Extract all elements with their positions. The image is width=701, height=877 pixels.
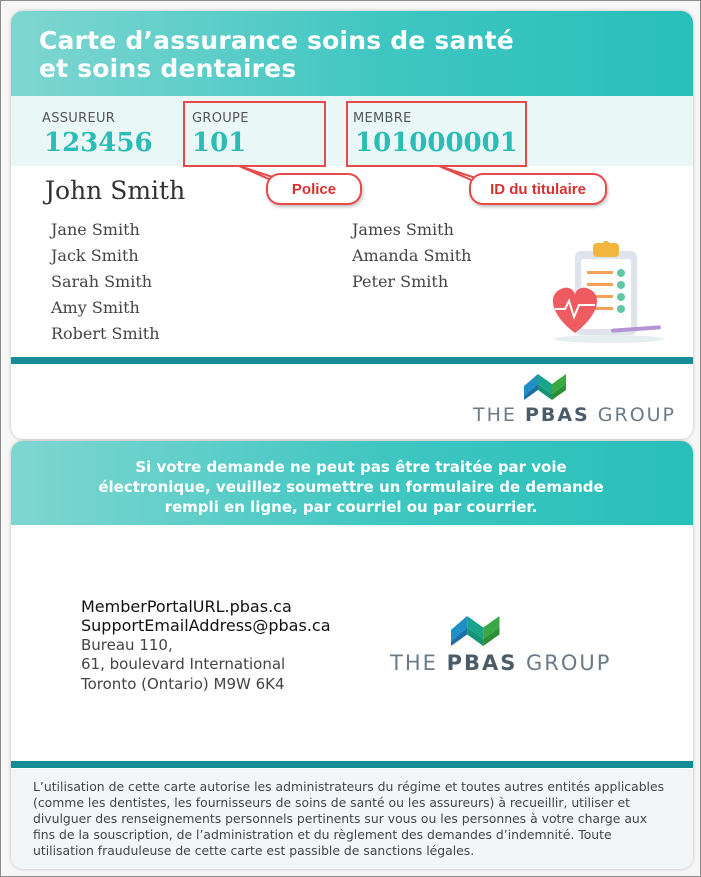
dependent-name: Amy Smith bbox=[51, 298, 140, 317]
dependent-name: Jack Smith bbox=[51, 246, 139, 265]
logo-text-suffix: GROUP bbox=[517, 651, 612, 675]
logo-text-prefix: THE bbox=[390, 651, 447, 675]
group-highlight-box bbox=[183, 101, 326, 167]
dependent-name: Peter Smith bbox=[352, 272, 449, 291]
logo-text-bold: PBAS bbox=[446, 651, 518, 675]
support-email[interactable]: SupportEmailAddress@pbas.ca bbox=[81, 616, 331, 635]
card-back bbox=[11, 441, 693, 869]
primary-member-name: John Smith bbox=[45, 176, 186, 205]
logo-text-prefix: THE bbox=[473, 404, 525, 426]
group-callout: Police bbox=[266, 173, 362, 205]
address-line1: Bureau 110, bbox=[81, 636, 173, 654]
back-banner-text bbox=[71, 457, 631, 517]
card-title-line2: et soins dentaires bbox=[39, 54, 297, 83]
portal-url[interactable]: MemberPortalURL.pbas.ca bbox=[81, 597, 292, 616]
address-line3: Toronto (Ontario) M9W 6K4 bbox=[81, 675, 285, 693]
insurer-value: 123456 bbox=[44, 128, 153, 158]
member-label: MEMBRE bbox=[353, 111, 412, 126]
group-label: GROUPE bbox=[192, 111, 249, 126]
member-highlight-box bbox=[346, 101, 527, 167]
card-divider-bar bbox=[11, 357, 693, 364]
back-divider-bar bbox=[11, 761, 693, 768]
logo-text-bold: PBAS bbox=[524, 404, 590, 426]
disclaimer-area bbox=[11, 769, 693, 869]
card-title bbox=[39, 27, 514, 83]
member-value: 101000001 bbox=[355, 128, 518, 158]
pbas-logo-text bbox=[390, 651, 611, 675]
pbas-logo-mark bbox=[449, 616, 513, 646]
clipboard-heart-icon bbox=[541, 237, 671, 347]
back-banner-line1: Si votre demande ne peut pas être traitée par voie bbox=[135, 458, 567, 476]
dependent-name: Jane Smith bbox=[51, 220, 140, 239]
logo-text-suffix: GROUP bbox=[589, 404, 677, 426]
card-front bbox=[11, 11, 693, 439]
back-banner bbox=[11, 441, 693, 525]
card-title-line1: Carte d’assurance soins de santé bbox=[39, 26, 514, 55]
back-banner-line3: rempli en ligne, par courriel ou par courrier. bbox=[164, 498, 538, 516]
back-banner-line2: électronique, veuillez soumettre un formulaire de demande bbox=[98, 478, 604, 496]
dependent-name: Sarah Smith bbox=[51, 272, 153, 291]
dependent-name: Robert Smith bbox=[51, 324, 160, 343]
address-line2: 61, boulevard International bbox=[81, 655, 286, 673]
member-callout: ID du titulaire bbox=[469, 173, 607, 205]
disclaimer-text: L’utilisation de cette carte autorise les administrateurs du régime et toutes autres entités applicables (comme les dentistes, les fournisseurs de soins de santé ou les assureurs) à recueillir, utiliser et divulguer des renseignements personnels pertinents sur vous ou les personnes à votre charge aux fins de la souscription, de l’administration et du règlement des demandes d’indemnité. Toute utilisation frauduleuse de cette carte est passible de sanctions légales. bbox=[33, 779, 665, 858]
dependent-name: Amanda Smith bbox=[352, 246, 472, 265]
insurer-label: ASSUREUR bbox=[42, 111, 116, 126]
card-title-banner bbox=[11, 11, 693, 96]
dependent-name: James Smith bbox=[352, 220, 454, 239]
pbas-logo-mark bbox=[524, 374, 576, 400]
pbas-logo-text bbox=[473, 404, 676, 426]
group-value: 101 bbox=[192, 128, 247, 158]
